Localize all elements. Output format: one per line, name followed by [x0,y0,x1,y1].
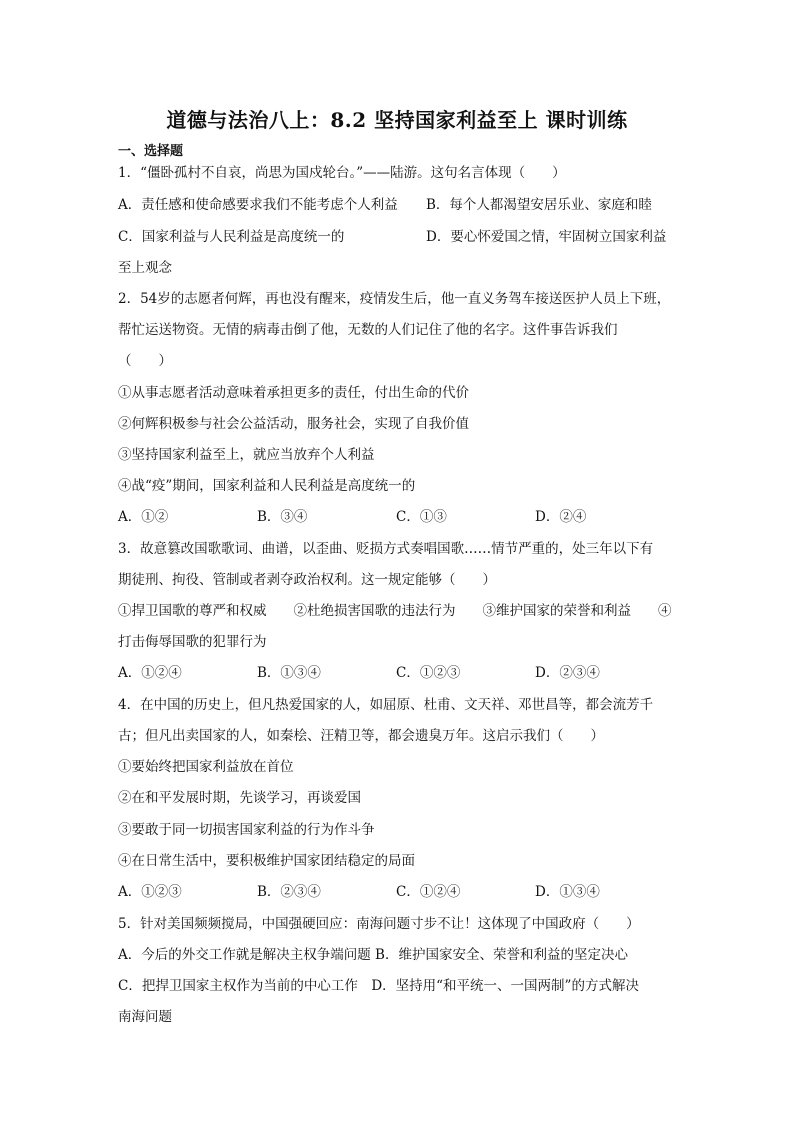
q3-statement-2: 打击侮辱国歌的犯罪行为 [118,634,267,650]
q2-option-b: B．③④ [257,509,308,525]
q4-option-a: A．①②③ [118,884,182,900]
q1-option-d-cont: 至上观念 [118,260,172,276]
q2-statement-2: ②何辉积极参与社会公益活动，服务社会，实现了自我价值 [118,416,469,432]
q2-stem-2: 帮忙运送物资。无情的病毒击倒了他，无数的人们记住了他的名字。这件事告诉我们 [118,322,618,338]
q4-stem-1: 4．在中国的历史上，但凡热爱国家的人，如屈原、杜甫、文天祥、邓世昌等，都会流芳千 [118,697,654,713]
q5-stem: 5．针对美国频频搅局，中国强硬回应：南海问题寸步不让！这体现了中国政府（ ） [118,916,640,932]
section-heading: 一、选择题 [118,144,184,159]
q2-option-c: C．①③ [396,509,447,525]
q3-statement-1: ①捍卫国歌的尊严和权威 ②杜绝损害国歌的违法行为 ③维护国家的荣誉和利益 ④ [118,603,672,619]
q3-option-d: D．②③④ [535,665,600,681]
q1-option-c: C．国家利益与人民利益是高度统一的 [118,229,345,245]
q3-option-c: C．①②③ [396,665,461,681]
q2-statement-1: ①从事志愿者活动意味着承担更多的责任，付出生命的代价 [118,385,469,401]
q1-option-d: D．要心怀爱国之情，牢固树立国家利益 [426,229,667,245]
q5-option-d-cont: 南海问题 [118,1009,172,1025]
page-title: 道德与法治八上：8.2 坚持国家利益至上 课时训练 [166,108,628,132]
q2-stem-1: 2．54岁的志愿者何辉，再也没有醒来，疫情发生后，他一直义务驾车接送医护人员上下班， [118,291,671,307]
q4-statement-1: ①要始终把国家利益放在首位 [118,759,294,775]
q4-statement-3: ③要敢于同一切损害国家利益的行为作斗争 [118,822,375,838]
q2-statement-4: ④战“疫”期间，国家利益和人民利益是高度统一的 [118,478,416,494]
q3-stem-1: 3．故意篡改国歌歌词、曲谱，以歪曲、贬损方式奏唱国歌……情节严重的，处三年以下有 [118,541,654,557]
q4-option-b: B．②③④ [257,884,321,900]
q2-option-d: D．②④ [535,509,587,525]
q5-options-cd: C．把捍卫国家主权作为当前的中心工作 D．坚持用“和平统一、一国两制”的方式解决 [118,978,639,994]
q4-option-c: C．①②④ [396,884,461,900]
q4-statement-4: ④在日常生活中，要积极维护国家团结稳定的局面 [118,853,415,869]
q3-option-a: A．①②④ [118,665,182,681]
q2-option-a: A．①② [118,509,169,525]
q4-option-d: D．①③④ [535,884,600,900]
q3-stem-2: 期徒刑、拘役、管制或者剥夺政治权利。这一规定能够（ ） [118,572,496,588]
q1-stem: 1．“僵卧孤村不自哀，尚思为国戍轮台。”——陆游。这句名言体现（ ） [118,165,566,181]
q4-statement-2: ②在和平发展时期，先谈学习，再谈爱国 [118,790,361,806]
q2-stem-3: （ ） [118,353,172,369]
q1-option-b: B．每个人都渴望安居乐业、家庭和睦 [426,197,652,213]
q3-option-b: B．①③④ [257,665,321,681]
q1-option-a: A．责任感和使命感要求我们不能考虑个人利益 [118,197,398,213]
q5-options-ab: A．今后的外交工作就是解决主权争端问题 B．维护国家安全、荣誉和利益的坚定决心 [118,947,628,963]
q4-stem-2: 古；但凡出卖国家的人，如秦桧、汪精卫等，都会遗臭万年。这启示我们（ ） [118,728,604,744]
q2-statement-3: ③坚持国家利益至上，就应当放弃个人利益 [118,447,375,463]
